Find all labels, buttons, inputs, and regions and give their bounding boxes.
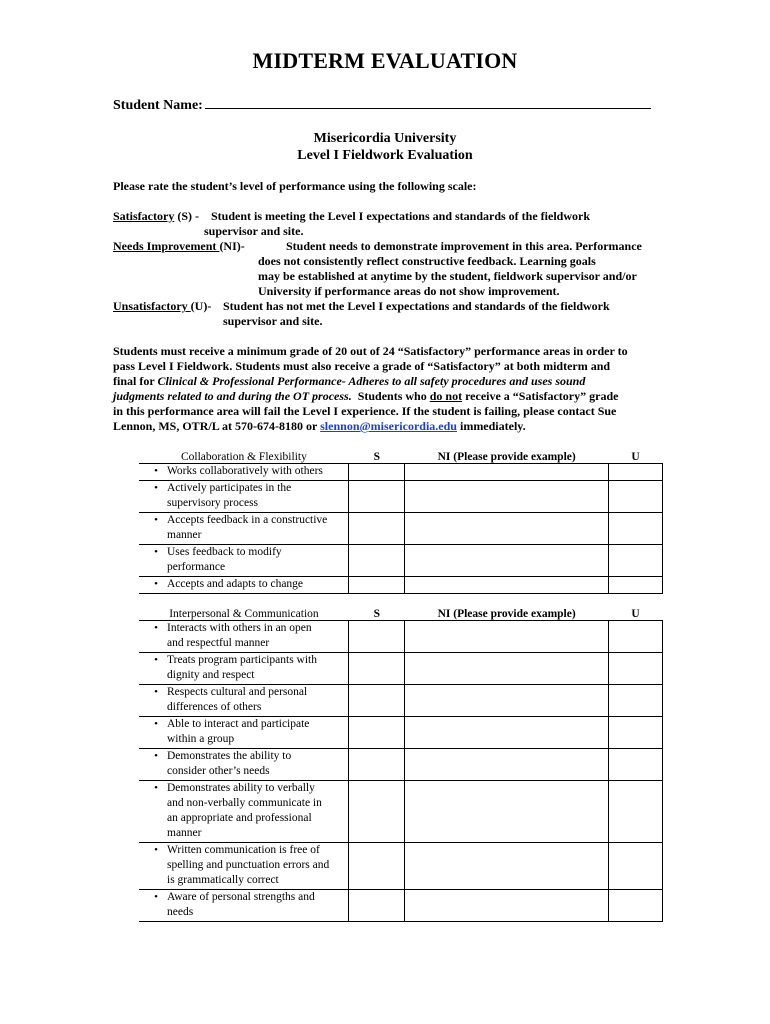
req-line-4a: judgments related to and during the OT process. (113, 389, 352, 403)
criterion-text (167, 481, 346, 511)
rating-s-cell[interactable] (349, 545, 405, 577)
column-s-header: S (373, 608, 380, 620)
bullet-icon: • (154, 514, 158, 526)
criterion-text (167, 621, 346, 651)
criterion-line: needs (167, 906, 194, 918)
table-row (139, 781, 663, 843)
criterion-line: spelling and punctuation errors and (167, 859, 330, 871)
criterion-line: differences of others (167, 701, 262, 713)
u-desc-2: supervisor and site. (223, 314, 323, 328)
table-row (139, 717, 663, 749)
rating-ni-cell[interactable] (405, 481, 609, 513)
scale-unsatisfactory (113, 299, 214, 314)
ni-code: (NI)- (219, 239, 248, 253)
student-name-label: Student Name: (113, 98, 203, 113)
criterion-line: supervisory process (167, 497, 259, 509)
rating-s-cell[interactable] (349, 577, 405, 594)
table-row (139, 513, 663, 545)
bullet-icon: • (154, 482, 158, 494)
rating-u-cell[interactable] (609, 481, 663, 513)
req-line-3a: final for (113, 374, 158, 388)
rating-u-cell[interactable] (609, 749, 663, 781)
criterion-line: dignity and respect (167, 669, 255, 681)
bullet-icon: • (154, 782, 158, 794)
rating-ni-cell[interactable] (405, 577, 609, 594)
req-line-3 (113, 374, 661, 389)
criterion-line: performance (167, 561, 226, 573)
ni-desc-3: may be established at anytime by the student, fieldwork supervisor and/or (258, 269, 637, 283)
table-header (139, 446, 663, 464)
bullet-icon: • (154, 750, 158, 762)
req-line-4d: receive a “Satisfactory” grade (462, 389, 619, 403)
u-code: (U)- (190, 299, 215, 313)
rating-u-cell[interactable] (609, 621, 663, 653)
rating-ni-cell[interactable] (405, 513, 609, 545)
criterion-line: Accepts and adapts to change (167, 578, 304, 590)
criterion-line: Able to interact and participate (167, 718, 310, 730)
bullet-icon: • (154, 465, 158, 477)
criterion-line: within a group (167, 733, 235, 745)
criterion-text (167, 749, 346, 779)
table-row (139, 481, 663, 513)
rating-s-cell[interactable] (349, 653, 405, 685)
criterion-line: Uses feedback to modify (167, 546, 282, 558)
table-row (139, 843, 663, 890)
criterion-text (167, 545, 346, 575)
criterion-line: and non-verbally communicate in (167, 797, 322, 809)
satisfactory-desc-2: supervisor and site. (204, 224, 304, 238)
collaboration-table (139, 446, 663, 594)
table-header (139, 603, 663, 621)
bullet-icon: • (154, 546, 158, 558)
satisfactory-term: Satisfactory (113, 209, 175, 223)
rating-s-cell[interactable] (349, 843, 405, 890)
req-line-4 (113, 389, 661, 404)
scale-satisfactory (113, 209, 202, 224)
rating-u-cell[interactable] (609, 685, 663, 717)
bullet-icon: • (154, 844, 158, 856)
rating-s-cell[interactable] (349, 717, 405, 749)
criterion-line: Demonstrates ability to verbally (167, 782, 315, 794)
rating-ni-cell[interactable] (405, 464, 609, 481)
criterion-line: Works collaboratively with others (167, 465, 323, 477)
rating-u-cell[interactable] (609, 890, 663, 922)
rating-u-cell[interactable] (609, 577, 663, 594)
criterion-line: Actively participates in the (167, 482, 292, 494)
req-line-3b: Clinical & Professional Performance- Adheres to all safety procedures and uses sound (157, 374, 586, 388)
rating-s-cell[interactable] (349, 685, 405, 717)
table-row (139, 653, 663, 685)
rating-s-cell[interactable] (349, 481, 405, 513)
rating-ni-cell[interactable] (405, 653, 609, 685)
scale-intro: Please rate the student’s level of performance using the following scale: (113, 179, 477, 193)
rating-ni-cell[interactable] (405, 685, 609, 717)
rating-ni-cell[interactable] (405, 717, 609, 749)
rating-ni-cell[interactable] (405, 621, 609, 653)
satisfactory-desc-1: Student is meeting the Level I expectations and standards of the fieldwork (211, 209, 591, 223)
criterion-cell (139, 843, 349, 890)
criterion-line: manner (167, 827, 202, 839)
u-term: Unsatisfactory (113, 299, 191, 313)
column-ni-header: NI (Please provide example) (437, 451, 576, 463)
rating-ni-cell[interactable] (405, 781, 609, 843)
student-name-field[interactable] (113, 94, 651, 114)
req-line-2: pass Level I Fieldwork. Students must also receive a grade of “Satisfactory” at both midterm and (113, 359, 611, 373)
criterion-cell (139, 464, 349, 481)
bullet-icon: • (154, 622, 158, 634)
rating-s-cell[interactable] (349, 621, 405, 653)
criterion-cell (139, 749, 349, 781)
criterion-line: consider other’s needs (167, 765, 270, 777)
criterion-line: Respects cultural and personal (167, 686, 308, 698)
rating-ni-cell[interactable] (405, 890, 609, 922)
criterion-line: an appropriate and professional (167, 812, 312, 824)
ni-desc-2: does not consistently reflect constructive feedback. Learning goals (258, 254, 596, 268)
table-row (139, 545, 663, 577)
rating-u-cell[interactable] (609, 781, 663, 843)
rating-u-cell[interactable] (609, 545, 663, 577)
rating-s-cell[interactable] (349, 749, 405, 781)
criterion-text (167, 890, 346, 920)
rating-u-cell[interactable] (609, 717, 663, 749)
rating-s-cell[interactable] (349, 464, 405, 481)
table-row (139, 464, 663, 481)
criterion-text (167, 781, 346, 841)
rating-u-cell[interactable] (609, 843, 663, 890)
criterion-cell (139, 717, 349, 749)
bullet-icon: • (154, 891, 158, 903)
rating-ni-cell[interactable] (405, 545, 609, 577)
req-line-6 (113, 419, 661, 434)
student-name-line[interactable] (205, 94, 651, 109)
ni-desc-1: Student needs to demonstrate improvement in this area. Performance (286, 239, 642, 253)
ni-term: Needs Improvement (113, 239, 220, 253)
rating-s-cell[interactable] (349, 513, 405, 545)
column-ni-header: NI (Please provide example) (437, 608, 576, 620)
criterion-cell (139, 621, 349, 653)
section-title: Interpersonal & Communication (169, 608, 319, 620)
u-desc-1: Student has not met the Level I expectations and standards of the fieldwork (223, 299, 610, 313)
criterion-line: Interacts with others in an open (167, 622, 312, 634)
criterion-cell (139, 481, 349, 513)
bullet-icon: • (154, 718, 158, 730)
criterion-text (167, 685, 346, 715)
rating-u-cell[interactable] (609, 513, 663, 545)
req-line-1: Students must receive a minimum grade of 20 out of 24 “Satisfactory” performance areas in order to (113, 344, 628, 358)
table-row (139, 685, 663, 717)
bullet-icon: • (154, 686, 158, 698)
contact-email-link[interactable]: slennon@misericordia.edu (320, 419, 457, 433)
req-line-4c: do not (429, 389, 463, 403)
criterion-cell (139, 545, 349, 577)
criterion-line: and respectful manner (167, 637, 270, 649)
req-line-6b: immediately. (456, 419, 526, 433)
req-line-4b: Students who (351, 389, 430, 403)
rating-s-cell[interactable] (349, 890, 405, 922)
criterion-line: Aware of personal strengths and (167, 891, 315, 903)
criterion-text (167, 464, 346, 479)
institution-name: Misericordia University (313, 131, 457, 146)
req-line-5: in this performance area will fail the Level I experience. If the student is failing, please contact Sue (113, 404, 617, 418)
criterion-line: Treats program participants with (167, 654, 318, 666)
criterion-cell (139, 781, 349, 843)
form-name: Level I Fieldwork Evaluation (297, 148, 473, 163)
criterion-line: Written communication is free of (167, 844, 320, 856)
req-line-6a: Lennon, MS, OTR/L at 570-674-8180 or (113, 419, 321, 433)
criterion-cell (139, 513, 349, 545)
criterion-line: is grammatically correct (167, 874, 279, 886)
interpersonal-table (139, 603, 663, 922)
criterion-text (167, 577, 346, 592)
column-u-header: U (631, 451, 640, 463)
criterion-text (167, 717, 346, 747)
criterion-text (167, 653, 346, 683)
rating-ni-cell[interactable] (405, 749, 609, 781)
bullet-icon: • (154, 654, 158, 666)
rating-u-cell[interactable] (609, 464, 663, 481)
table-row (139, 890, 663, 922)
scale-needs-improvement (113, 239, 248, 254)
criterion-cell (139, 653, 349, 685)
criterion-line: manner (167, 529, 202, 541)
table-row (139, 749, 663, 781)
page-title: MIDTERM EVALUATION (252, 48, 518, 73)
requirement-paragraph (113, 344, 661, 434)
criterion-line: Demonstrates the ability to (167, 750, 292, 762)
column-u-header: U (631, 608, 640, 620)
satisfactory-code: (S) - (174, 209, 202, 223)
criterion-cell (139, 890, 349, 922)
bullet-icon: • (154, 578, 158, 590)
criterion-cell (139, 577, 349, 594)
criterion-cell (139, 685, 349, 717)
criterion-line: Accepts feedback in a constructive (167, 514, 328, 526)
column-s-header: S (373, 451, 380, 463)
section-title: Collaboration & Flexibility (180, 451, 307, 463)
rating-u-cell[interactable] (609, 653, 663, 685)
table-row (139, 577, 663, 594)
rating-s-cell[interactable] (349, 781, 405, 843)
criterion-text (167, 843, 346, 888)
ni-desc-4: University if performance areas do not show improvement. (258, 284, 560, 298)
rating-ni-cell[interactable] (405, 843, 609, 890)
criterion-text (167, 513, 346, 543)
table-row (139, 621, 663, 653)
